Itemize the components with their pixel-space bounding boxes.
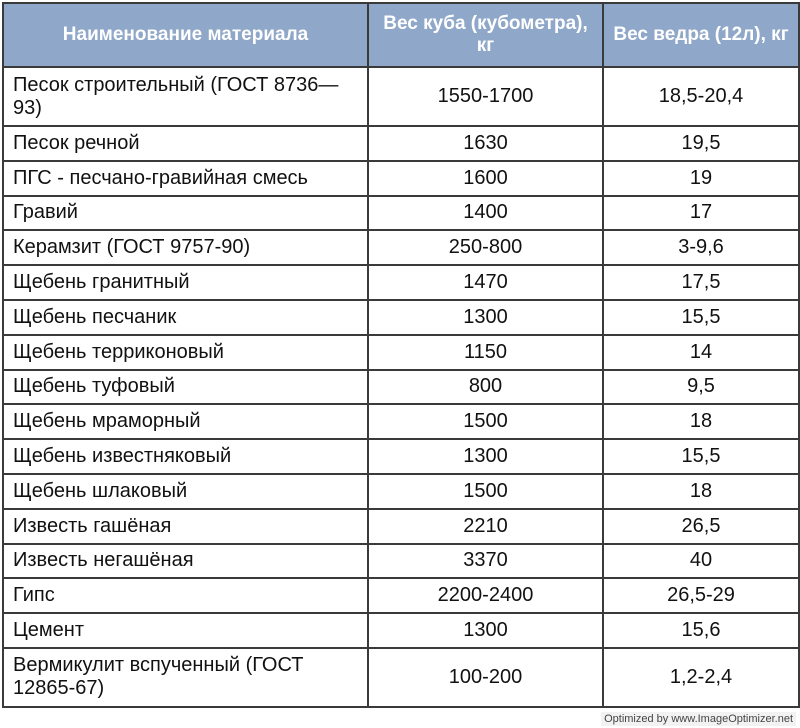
cube-weight-cell: 1300 bbox=[368, 300, 603, 335]
cube-weight-cell: 1150 bbox=[368, 335, 603, 370]
bucket-weight-cell: 19 bbox=[603, 161, 799, 196]
table-row bbox=[3, 648, 799, 707]
table-row bbox=[3, 335, 799, 370]
header-cube-weight: Вес куба (кубометра), кг bbox=[368, 3, 603, 67]
bucket-weight-cell: 40 bbox=[603, 544, 799, 579]
table-row bbox=[3, 439, 799, 474]
cube-weight-cell: 800 bbox=[368, 370, 603, 405]
cube-weight-cell: 1400 bbox=[368, 196, 603, 231]
material-name-cell: Щебень туфовый bbox=[3, 370, 368, 405]
material-name-cell: Щебень известняковый bbox=[3, 439, 368, 474]
cube-weight-cell: 1630 bbox=[368, 126, 603, 161]
bucket-weight-cell: 18,5-20,4 bbox=[603, 67, 799, 126]
material-name-cell: Щебень песчаник bbox=[3, 300, 368, 335]
cube-weight-cell: 1300 bbox=[368, 613, 603, 648]
material-name-cell: Цемент bbox=[3, 613, 368, 648]
material-name-cell: Керамзит (ГОСТ 9757-90) bbox=[3, 230, 368, 265]
bucket-weight-cell: 15,5 bbox=[603, 300, 799, 335]
bucket-weight-cell: 9,5 bbox=[603, 370, 799, 405]
table-row bbox=[3, 161, 799, 196]
cube-weight-cell: 1500 bbox=[368, 404, 603, 439]
material-name-cell: Песок строительный (ГОСТ 8736—93) bbox=[3, 67, 368, 126]
bucket-weight-cell: 3-9,6 bbox=[603, 230, 799, 265]
bucket-weight-cell: 15,6 bbox=[603, 613, 799, 648]
cube-weight-cell: 2210 bbox=[368, 509, 603, 544]
table-row bbox=[3, 474, 799, 509]
cube-weight-cell: 1500 bbox=[368, 474, 603, 509]
cube-weight-cell: 1550-1700 bbox=[368, 67, 603, 126]
material-name-cell: Гравий bbox=[3, 196, 368, 231]
cube-weight-cell: 2200-2400 bbox=[368, 578, 603, 613]
table-body bbox=[3, 67, 799, 707]
table-row bbox=[3, 578, 799, 613]
bucket-weight-cell: 18 bbox=[603, 474, 799, 509]
material-name-cell: Щебень мраморный bbox=[3, 404, 368, 439]
cube-weight-cell: 3370 bbox=[368, 544, 603, 579]
bucket-weight-cell: 14 bbox=[603, 335, 799, 370]
table-row bbox=[3, 370, 799, 405]
table-header bbox=[3, 3, 799, 67]
material-name-cell: Гипс bbox=[3, 578, 368, 613]
cube-weight-cell: 1300 bbox=[368, 439, 603, 474]
table-row bbox=[3, 67, 799, 126]
bucket-weight-cell: 1,2-2,4 bbox=[603, 648, 799, 707]
table-row bbox=[3, 196, 799, 231]
cube-weight-cell: 250-800 bbox=[368, 230, 603, 265]
header-row bbox=[3, 3, 799, 67]
header-material-name: Наименование материала bbox=[3, 3, 368, 67]
material-name-cell: Щебень гранитный bbox=[3, 265, 368, 300]
table-row bbox=[3, 509, 799, 544]
material-name-cell: Песок речной bbox=[3, 126, 368, 161]
material-name-cell: ПГС - песчано-гравийная смесь bbox=[3, 161, 368, 196]
table-row bbox=[3, 265, 799, 300]
material-name-cell: Вермикулит вспученный (ГОСТ 12865-67) bbox=[3, 648, 368, 707]
table-row bbox=[3, 544, 799, 579]
header-bucket-weight: Вес ведра (12л), кг bbox=[603, 3, 799, 67]
table-row bbox=[3, 404, 799, 439]
watermark-text: Optimized by www.ImageOptimizer.net bbox=[601, 712, 796, 726]
material-name-cell: Известь гашёная bbox=[3, 509, 368, 544]
material-name-cell: Щебень терриконовый bbox=[3, 335, 368, 370]
bucket-weight-cell: 17,5 bbox=[603, 265, 799, 300]
cube-weight-cell: 1470 bbox=[368, 265, 603, 300]
bucket-weight-cell: 17 bbox=[603, 196, 799, 231]
material-name-cell: Щебень шлаковый bbox=[3, 474, 368, 509]
cube-weight-cell: 100-200 bbox=[368, 648, 603, 707]
table-row bbox=[3, 230, 799, 265]
table-row bbox=[3, 300, 799, 335]
material-name-cell: Известь негашёная bbox=[3, 544, 368, 579]
table-row bbox=[3, 613, 799, 648]
bucket-weight-cell: 19,5 bbox=[603, 126, 799, 161]
bucket-weight-cell: 26,5-29 bbox=[603, 578, 799, 613]
cube-weight-cell: 1600 bbox=[368, 161, 603, 196]
bucket-weight-cell: 18 bbox=[603, 404, 799, 439]
materials-weight-table bbox=[2, 2, 800, 708]
table-row bbox=[3, 126, 799, 161]
bucket-weight-cell: 26,5 bbox=[603, 509, 799, 544]
bucket-weight-cell: 15,5 bbox=[603, 439, 799, 474]
